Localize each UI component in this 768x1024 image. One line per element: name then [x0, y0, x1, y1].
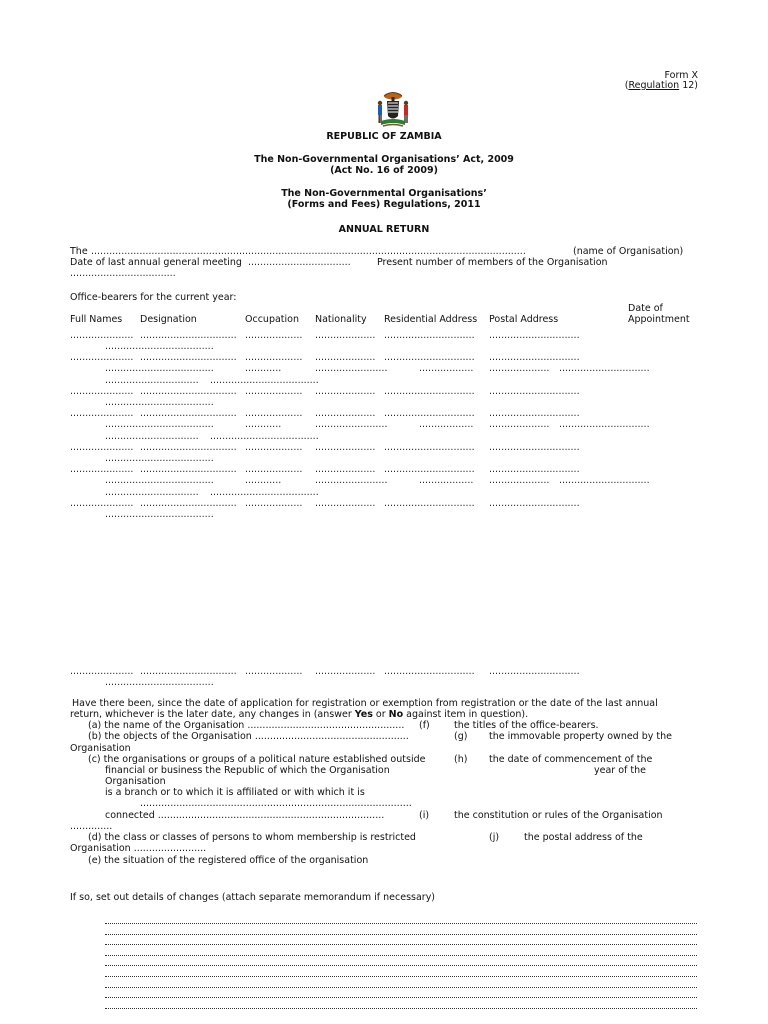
postal-continuation[interactable]: .................... [489, 475, 550, 486]
details-line[interactable] [105, 986, 697, 988]
occupation-field[interactable]: ................... [245, 386, 303, 397]
meeting-date-field[interactable]: .................................. [248, 257, 351, 268]
item-e: (e) the situation of the registered office of the organisation [88, 855, 369, 866]
designation-continuation[interactable]: .................................... [105, 363, 214, 374]
col-occupation: Occupation [245, 314, 299, 325]
item-g-label: (g) [454, 731, 468, 742]
item-a: (a) the name of the Organisation .................................................... [88, 720, 405, 731]
full-name-field[interactable]: ..................... [70, 352, 134, 363]
residential-address-field[interactable]: .............................. [384, 666, 475, 677]
address-continuation[interactable]: .................................... [210, 431, 319, 442]
nationality-field[interactable]: .................... [315, 386, 376, 397]
postal-address-field[interactable]: .............................. [489, 330, 580, 341]
postal-address-field[interactable]: .............................. [489, 442, 580, 453]
full-name-field[interactable]: ..................... [70, 408, 134, 419]
full-name-continuation[interactable]: .................................... [105, 341, 214, 352]
full-name-continuation[interactable]: .................................... [105, 677, 214, 688]
nationality-field[interactable]: .................... [315, 442, 376, 453]
appointment-date-field[interactable]: .............................. [559, 363, 650, 374]
item-c-line3: Organisation [105, 776, 166, 787]
item-c-line2: financial or business the Republic of which the Organisation [105, 765, 390, 776]
nationality-continuation[interactable]: ........................ [315, 475, 388, 486]
col-full-names: Full Names [70, 314, 123, 325]
full-name-continuation[interactable]: .................................... [105, 509, 214, 520]
nationality-field[interactable]: .................... [315, 464, 376, 475]
postal-address-field[interactable]: .............................. [489, 666, 580, 677]
item-g-cont: Organisation [70, 743, 131, 754]
regulations-title: The Non-Governmental Organisations’ [281, 188, 487, 199]
org-name-field[interactable]: ................................................................................................................................................ [91, 246, 526, 257]
item-j: the postal address of the [524, 832, 643, 843]
address-continuation[interactable]: .................................... [210, 487, 319, 498]
address-continuation[interactable]: ............................... [105, 487, 199, 498]
nationality-field[interactable]: .................... [315, 330, 376, 341]
details-line[interactable] [105, 933, 697, 935]
item-j-label: (j) [489, 832, 500, 843]
occupation-field[interactable]: ................... [245, 464, 303, 475]
residential-continuation[interactable]: .................. [419, 363, 474, 374]
full-name-field[interactable]: ..................... [70, 498, 134, 509]
designation-field[interactable]: ................................ [140, 330, 237, 341]
regulation-reference: (Regulation 12) [624, 80, 698, 91]
postal-address-field[interactable]: .............................. [489, 498, 580, 509]
nationality-field[interactable]: .................... [315, 666, 376, 677]
postal-address-field[interactable]: .............................. [489, 386, 580, 397]
postal-address-field[interactable]: .............................. [489, 464, 580, 475]
designation-continuation[interactable]: .................................... [105, 419, 214, 430]
details-line[interactable] [105, 1007, 697, 1009]
residential-address-field[interactable]: .............................. [384, 464, 475, 475]
full-name-field[interactable]: ..................... [70, 464, 134, 475]
postal-address-field[interactable]: .............................. [489, 352, 580, 363]
item-h: the date of commencement of the [489, 754, 653, 765]
item-d: (d) the class or classes of persons to whom membership is restricted [88, 832, 416, 843]
country-title: REPUBLIC OF ZAMBIA [326, 131, 442, 142]
residential-address-field[interactable]: .............................. [384, 352, 475, 363]
postal-continuation[interactable]: .................... [489, 363, 550, 374]
item-b: (b) the objects of the Organisation ................................................... [88, 731, 409, 742]
occupation-continuation[interactable]: ............ [245, 475, 282, 486]
full-name-continuation[interactable]: .................................... [105, 453, 214, 464]
occupation-field[interactable]: ................... [245, 330, 303, 341]
details-line[interactable] [105, 964, 697, 966]
occupation-field[interactable]: ................... [245, 352, 303, 363]
nationality-continuation[interactable]: ........................ [315, 419, 388, 430]
item-d-cont: Organisation ........................ [70, 843, 207, 854]
col-residential-address: Residential Address [384, 314, 478, 325]
designation-continuation[interactable]: .................................... [105, 475, 214, 486]
members-count-label: Present number of members of the Organisation [377, 257, 608, 268]
nationality-field[interactable]: .................... [315, 408, 376, 419]
details-label: If so, set out details of changes (attach separate memorandum if necessary) [70, 892, 436, 903]
item-i-label: (i) [419, 810, 430, 821]
item-f: the titles of the office-bearers. [454, 720, 599, 731]
postal-address-field[interactable]: .............................. [489, 408, 580, 419]
appointment-date-field[interactable]: .............................. [559, 419, 650, 430]
address-continuation[interactable]: .................................... [210, 375, 319, 386]
item-g: the immovable property owned by the [489, 731, 672, 742]
item-f-label: (f) [419, 720, 430, 731]
occupation-field[interactable]: ................... [245, 666, 303, 677]
item-h-label: (h) [454, 754, 468, 765]
designation-field[interactable]: ................................ [140, 442, 237, 453]
designation-field[interactable]: ................................ [140, 498, 237, 509]
occupation-field[interactable]: ................... [245, 408, 303, 419]
item-c-line5: .......................................................................................... [140, 798, 412, 809]
residential-address-field[interactable]: .............................. [384, 386, 475, 397]
residential-address-field[interactable]: .............................. [384, 442, 475, 453]
date-of-appointment-header-2: Appointment [628, 314, 690, 325]
residential-continuation[interactable]: .................. [419, 419, 474, 430]
col-postal-address: Postal Address [489, 314, 559, 325]
details-line[interactable] [105, 975, 697, 977]
residential-address-field[interactable]: .............................. [384, 498, 475, 509]
appointment-date-field[interactable]: .............................. [559, 475, 650, 486]
residential-address-field[interactable]: .............................. [384, 330, 475, 341]
details-line[interactable] [105, 954, 697, 956]
full-name-field[interactable]: ..................... [70, 386, 134, 397]
postal-continuation[interactable]: .................... [489, 419, 550, 430]
full-name-field[interactable]: ..................... [70, 330, 134, 341]
occupation-continuation[interactable]: ............ [245, 363, 282, 374]
details-line[interactable] [105, 922, 697, 924]
residential-address-field[interactable]: .............................. [384, 408, 475, 419]
occupation-field[interactable]: ................... [245, 498, 303, 509]
changes-intro-line2: return, whichever is the later date, any changes in (answer Yes or No against item in question). [70, 709, 529, 720]
item-c-line6: connected ........................................................................... [105, 810, 385, 821]
zambia-coat-of-arms-icon [372, 90, 414, 130]
designation-field[interactable]: ................................ [140, 352, 237, 363]
full-name-continuation[interactable]: .................................... [105, 397, 214, 408]
org-name-label: (name of Organisation) [573, 246, 684, 257]
details-line[interactable] [105, 943, 697, 945]
members-count-field[interactable]: ................................... [70, 268, 176, 279]
org-name-prefix: The [70, 246, 88, 257]
item-c-line1: (c) the organisations or groups of a political nature established outside [88, 754, 426, 765]
full-name-field[interactable]: ..................... [70, 666, 134, 677]
item-h-cont: year of the [594, 765, 646, 776]
nationality-field[interactable]: .................... [315, 498, 376, 509]
regulations-subtitle: (Forms and Fees) Regulations, 2011 [287, 199, 481, 210]
designation-field[interactable]: ................................ [140, 408, 237, 419]
col-designation: Designation [140, 314, 197, 325]
annual-return-title: ANNUAL RETURN [338, 224, 430, 235]
designation-field[interactable]: ................................ [140, 464, 237, 475]
act-title: The Non-Governmental Organisations’ Act, 2009 [254, 154, 514, 165]
occupation-continuation[interactable]: ............ [245, 419, 282, 430]
address-continuation[interactable]: ............................... [105, 431, 199, 442]
designation-field[interactable]: ................................ [140, 666, 237, 677]
designation-field[interactable]: ................................ [140, 386, 237, 397]
item-c-line4: is a branch or to which it is affiliated or with which it is [105, 787, 365, 798]
nationality-field[interactable]: .................... [315, 352, 376, 363]
changes-intro-line1: Have there been, since the date of application for registration or exemption from registration or the date of the last annual [72, 698, 658, 709]
address-continuation[interactable]: ............................... [105, 375, 199, 386]
item-i: the constitution or rules of the Organisation [454, 810, 663, 821]
col-nationality: Nationality [315, 314, 367, 325]
full-name-field[interactable]: ..................... [70, 442, 134, 453]
item-i-cont: .............. [70, 821, 113, 832]
occupation-field[interactable]: ................... [245, 442, 303, 453]
date-of-appointment-header-1: Date of [628, 303, 663, 314]
form-number: Form X [664, 70, 698, 81]
details-line[interactable] [105, 996, 697, 998]
nationality-continuation[interactable]: ........................ [315, 363, 388, 374]
office-bearers-intro: Office-bearers for the current year: [70, 292, 237, 303]
residential-continuation[interactable]: .................. [419, 475, 474, 486]
act-number: (Act No. 16 of 2009) [330, 165, 438, 176]
meeting-date-label: Date of last annual general meeting [70, 257, 242, 268]
